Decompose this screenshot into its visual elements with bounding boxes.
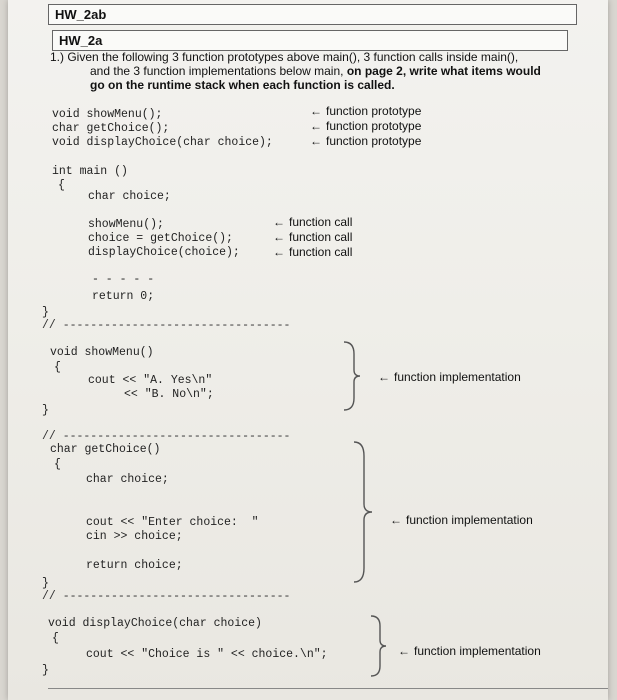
left-arrow-icon: ← <box>273 230 285 244</box>
left-arrow-icon: ← <box>273 215 285 229</box>
open-brace: { <box>54 458 61 471</box>
getchoice-return: return choice; <box>86 559 183 572</box>
left-arrow-icon: ← <box>310 134 322 148</box>
prototype-showmenu: void showMenu(); <box>52 108 163 121</box>
call-getchoice: choice = getChoice(); <box>88 232 233 245</box>
right-brace-icon <box>340 340 364 412</box>
main-header: int main () <box>52 165 128 178</box>
displaychoice-header: void displayChoice(char choice) <box>48 617 262 630</box>
worksheet-page <box>8 0 608 700</box>
getchoice-line1: cout << "Enter choice: " <box>86 516 259 529</box>
call-showmenu: showMenu(); <box>88 218 164 231</box>
left-arrow-icon: ← <box>378 370 390 384</box>
left-arrow-icon: ← <box>273 245 285 259</box>
left-arrow-icon: ← <box>310 119 322 133</box>
left-arrow-icon: ← <box>310 104 322 118</box>
document-title: HW_2ab <box>48 4 577 25</box>
main-decl: char choice; <box>88 190 171 203</box>
open-brace: { <box>58 179 65 192</box>
separator: // --------------------------------- <box>42 430 291 443</box>
close-brace: } <box>42 404 49 417</box>
showmenu-header: void showMenu() <box>50 346 154 359</box>
displaychoice-line1: cout << "Choice is " << choice.\n"; <box>86 648 328 661</box>
section-title: HW_2a <box>52 30 568 51</box>
right-brace-icon <box>368 614 390 678</box>
ellipsis: - - - - - <box>92 273 155 286</box>
prototype-note: ← function prototype <box>310 134 422 148</box>
call-note: ← function call <box>273 245 353 259</box>
bottom-rule <box>48 688 608 689</box>
separator: // --------------------------------- <box>42 319 291 332</box>
right-brace-icon <box>350 440 376 584</box>
prototype-note: ← function prototype <box>310 104 422 118</box>
separator: // --------------------------------- <box>42 590 291 603</box>
close-brace: } <box>42 664 49 677</box>
prototype-note: ← function prototype <box>310 119 422 133</box>
close-brace: } <box>42 306 49 319</box>
showmenu-line2: << "B. No\n"; <box>124 388 214 401</box>
call-displaychoice: displayChoice(choice); <box>88 246 240 259</box>
call-note: ← function call <box>273 230 353 244</box>
question-text: 1.) Given the following 3 function prototypes above main(), 3 function calls inside main(), and the 3 function implementations below main, on page 2, write what items would go on the runtime stack when each function is called. <box>50 50 541 92</box>
main-return: return 0; <box>92 290 155 303</box>
close-brace: } <box>42 577 49 590</box>
left-arrow-icon: ← <box>398 644 410 658</box>
implementation-note: ← function implementation <box>390 513 533 527</box>
implementation-note: ← function implementation <box>398 644 541 658</box>
getchoice-line2: cin >> choice; <box>86 530 183 543</box>
prototype-displaychoice: void displayChoice(char choice); <box>52 136 273 149</box>
open-brace: { <box>54 361 61 374</box>
prototype-getchoice: char getChoice(); <box>52 122 170 135</box>
call-note: ← function call <box>273 215 353 229</box>
left-arrow-icon: ← <box>390 513 402 527</box>
getchoice-decl: char choice; <box>86 473 169 486</box>
open-brace: { <box>52 632 59 645</box>
getchoice-header: char getChoice() <box>50 443 161 456</box>
showmenu-line1: cout << "A. Yes\n" <box>88 374 213 387</box>
implementation-note: ← function implementation <box>378 370 521 384</box>
